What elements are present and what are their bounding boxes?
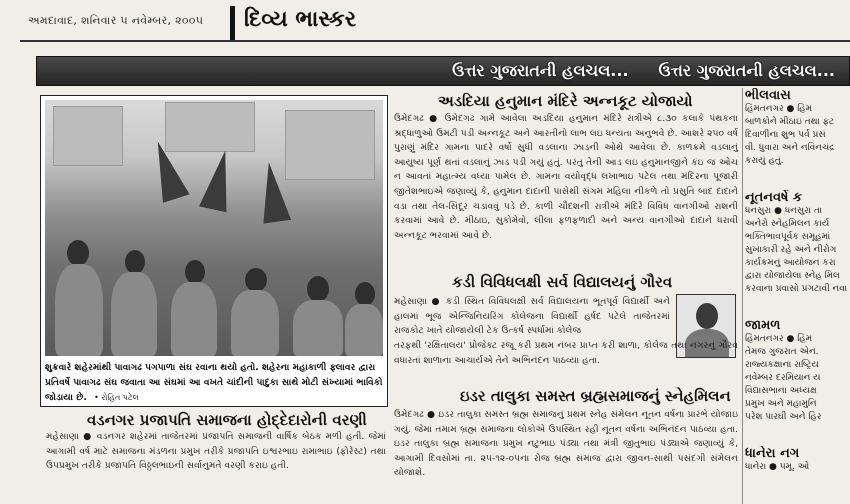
article-body-adadiya: ઉમેદગઢ ● ઉમેદગઢ ગામે આવેલા અડદિયા હનુમાન મંદિરે રાત્રીએ ૮.૩૦ કલાકે પંથકના શ્રદ્ધાળુઓ ઉમટી પડી અન્નકૂટ અને આરતીનો લાભ લઇ ધન્યતા અનુભવે છે. આશરે ૨૫૦ વર્ષ પુરાણું મંદિર ગામના પાદરે વર્ષો સુધી વડલાના ઝાડની ઓથે આવેલા છે. કાળક્રમે વડલાનું આયુષ્ય પૂર્ણ થતાં વડલાનું ઝાડ પડી ગયું હતું. પરંતુ તેની આડ લઇ હનુમાનજીને કંઇ જ ઓચ ન આવતાં મહાત્મ્ય વધ્યા પામેલ છે. ગામના વયોવૃદ્ધ લખાભાઇ પટેલ તથા મંદિરના પૂજારી જીતેશભાઇએ જણાવ્યું કે, હનુમાન દાદાની પાસેથી સંગમ મહિલા નીકળે તો પ્રસુતિ બાદ દાદાને વડા તથા તેલ-સિંદૂર ચડાવવું પડે છે. કાળી ચૌદશની રાત્રીએ મંદિરે વિવિધ વાનગીઓ રાશની કરવામાં આવે છે. મીઠાઇ, સુકોમેવો, લીલા ફળફળાદી અને અન્ય વાનગીઓ દાદાને ધરાવી અન્નકૂટ ભરવામાં આવે છે.	[394, 113, 738, 241]
right-line: વિદ્યાસભાના અધ્યક્ષ	[745, 386, 817, 396]
section-banner	[36, 56, 850, 86]
right-line: વી. ધુવારા અને નવિનચંદ્ર	[745, 143, 835, 153]
right-line: અનેરો સ્નેહમિલન કાર્ય	[745, 219, 830, 229]
right-line: બાળકોને મીઠાઇ તથા ફટ	[745, 117, 835, 127]
photo-person	[125, 250, 145, 274]
right-line: કરાયું હતું.	[745, 156, 784, 166]
photo-person	[67, 240, 89, 266]
photo-flag	[199, 148, 239, 213]
right-headline-3: જામળ	[745, 318, 781, 333]
right-line: સુખાકારી રહે અને નીરોગ	[745, 245, 837, 255]
right-line: પ્રમુખ અને મહામુનિ	[745, 399, 817, 409]
photo-person	[293, 300, 343, 356]
masthead-underline	[20, 40, 850, 42]
right-column-block-3	[745, 318, 850, 424]
right-line: પરેશ પારઘી અને હિર	[745, 412, 822, 422]
article-headline-idar: ઇડર તાલુકા સમસ્ત બ્રહ્મસમાજનું સ્નેહમિલન	[460, 387, 731, 405]
right-line: ધાનેરા ● ૫મૂ. ઓ	[745, 462, 810, 472]
right-line: નવેમ્બર દરમિયાન ય	[745, 373, 821, 383]
photo-person	[245, 268, 267, 292]
right-headline-4: ધાનેરા નગ	[745, 446, 800, 461]
photo-person	[171, 282, 217, 356]
photo-building	[53, 106, 123, 166]
photo-person	[111, 272, 157, 356]
photo-person	[185, 260, 205, 284]
right-column-block-4	[745, 446, 850, 474]
right-line: દિવાળીના શુભ પર્વ પ્રસં	[745, 130, 826, 140]
photo-caption-text: શુક્રવારે શહેરમાંથી પાવાગઢ પગપાળા સંઘ રવાના થયો હતો. શહેરના મહાકાળી ફ્લાવર દ્વારા પ્રતિવર્ષે પાવાગઢ સંઘ જવાતા આ સંઘમાં આ વખતે ચાંદીની પાદુકા સાથે મોટી સંખ્યામાં ભાવિકો જોડાયા છે.	[45, 362, 383, 403]
photo-person	[231, 290, 279, 356]
news-photo-box	[40, 95, 388, 407]
right-line: ભક્તિભાવપૂર્વક સમૂહમાં	[745, 232, 831, 242]
procession-photo	[45, 100, 383, 356]
portrait-head	[696, 303, 718, 329]
article-headline-kadi: કડી વિવિધલક્ષી સર્વ વિદ્યાલયનું ગૌરવ	[452, 273, 673, 291]
article-headline-vadnagar: વડનગર પ્રજાપતિ સમાજના હોદ્દેદારોની વરણી	[87, 411, 367, 429]
photo-person	[355, 282, 375, 306]
right-line: કરવાના પ્રવાસો પ્રગટાવી નવા	[745, 284, 848, 294]
photo-credit: • રોહિત પટેલ	[94, 393, 139, 402]
right-line: તેમજ ગુજરાત એન.	[745, 347, 819, 357]
right-line: હિંમતનગર ● હિંમ	[745, 334, 813, 344]
right-line: હિંમતનગર ● હિંમ	[745, 104, 813, 114]
article-body-vadnagar: મહેસાણા ● વડનગર શહેરમાં તાજેતરમાં પ્રજાપતિ સમાજની વાર્ષિક બેઠક મળી હતી. જેમાં આગામી વર્ષ માટે સમાજના મંડળના પ્રમુખ તરીકે પ્રજાપતિ ઇશ્વરભાઇ રામાભાઇ (ફોરેસ્ટ) તથા ઉપપ્રમુખ તરીકે પ્રજાપતિ વિઠ્ઠલભાઇની સર્વાનુમતે વરણી કરાઇ હતી.	[46, 431, 386, 472]
photo-caption	[45, 360, 383, 405]
right-headline-2: નૂતનવર્ષે ક	[745, 190, 803, 205]
photo-person	[55, 264, 103, 356]
article-body-kadi-bottom: તરફથી 'રક્ષિતાલય' પ્રોજેક્ટ રજૂ કરી પ્રથમ નંબર પ્રાપ્ત કરી શાળા, કોલેજ તથા નગરનું ગૌરવ વધારતાં શાળાના આચાર્યએ તેને અભિનંદન પાઠવ્યા હતા.	[394, 340, 738, 366]
right-line: રાજ્યકક્ષાના રાષ્ટ્રિય	[745, 360, 819, 370]
photo-person	[345, 304, 383, 356]
photo-building	[285, 110, 375, 180]
photo-person	[307, 276, 329, 302]
article-headline-adadiya: અડદિયા હનુમાન મંદિરે અન્નકૂટ યોજાયો	[438, 92, 693, 110]
photo-building	[165, 102, 255, 152]
masthead-brand: દિવ્ય ભાસ્કર	[244, 6, 357, 32]
banner-title-1: ઉત્તર ગુજરાતની હલચલ...	[452, 61, 629, 80]
right-line: કાર્યક્રમનું આયોજન કરા	[745, 258, 836, 268]
right-column-block-2	[745, 190, 850, 296]
right-column-block-1	[745, 88, 850, 168]
banner-title-2: ઉત્તર ગુજરાતની હલચલ...	[658, 61, 835, 80]
column-divider	[742, 88, 743, 504]
article-body-idar: ઉમેદગઢ ● ઇડર તાલુકા સમસ્ત બ્રહ્મ સમાજનું પ્રથમ સ્નેહ સંમેલન નૂતન વર્ષના પ્રારંભે યોજાઇ ગયું. જેમાં તમામ બ્રહ્મ સમાજના લોકોએ ઉપસ્થિત રહી નૂતન વર્ષના અભિનંદન પાઠવ્યા હતા. ઇડર તાલુકા બ્રહ્મ સમાજના પ્રમુખ નટુભાઇ પંડ્યા તથા મંત્રી જીતુભાઇ પંડ્યાએ જણાવ્યું કે, આગામી દિવસોમાં તા. ૨૫-૧૨-૦૫ના રોજ બ્રહ્મ સમાજ દ્વારા જીવન-સાથી પસંદગી સંમેલન યોજાશે.	[394, 409, 738, 479]
right-line: ધનસુરા ● ધનસુરા તા	[745, 206, 823, 216]
right-headline-1: ભીલવાસ	[745, 88, 791, 103]
masthead-divider	[230, 6, 235, 40]
masthead-date: અમદાવાદ, શનિવાર ૫ નવેમ્બર, ૨૦૦૫	[28, 14, 204, 27]
article-body-kadi-top: મહેસાણા ● કડી સ્થિત વિવિધલક્ષી સર્વ વિદ્યાલયના ભૂતપૂર્વ વિદ્યાર્થી અને હાલમાં ભૂજ એન્જિનિયરિંગ કોલેજના વિદ્યાર્થી હર્ષદ પટેલે તાજેતરમાં રાજકોટ ખાતે યોજાયેલી ટેક ઉત્કર્ષ સ્પર્ધામાં કોલેજ	[394, 296, 670, 337]
right-line: દ્વારા યોજાયેલા સ્નેહ મિલ	[745, 271, 840, 281]
